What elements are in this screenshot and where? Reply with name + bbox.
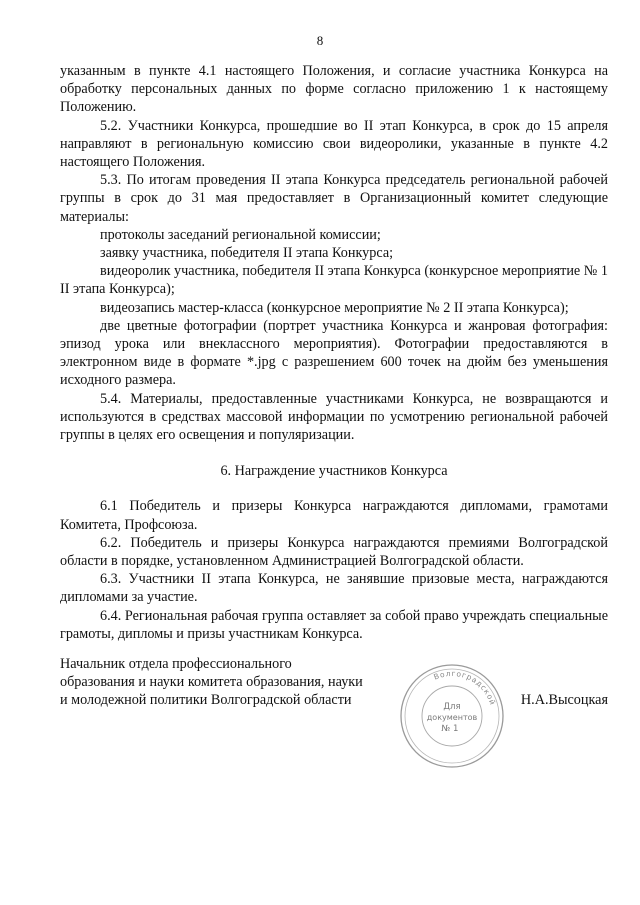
paragraph-5-1-continuation: указанным в пункте 4.1 настоящего Положения, и согласие участника Конкурса на обработку персональных данных по форме согласно приложению 1 к настоящему Положению.	[60, 63, 608, 116]
signatory-name: Н.А.Высоцкая	[520, 692, 608, 709]
signatory-position-line-2: образования и науки комитета образования, науки	[60, 674, 363, 691]
paragraph-6-4: 6.4. Региональная рабочая группа оставляет за собой право учреждать специальные грамоты, дипломы и призы участникам Конкурса.	[60, 607, 608, 642]
list-item-protocols: протоколы заседаний региональной комиссии;	[100, 226, 381, 243]
signatory-position-line-3: и молодежной политики Волгоградской области	[60, 692, 352, 709]
official-stamp	[398, 662, 506, 770]
paragraph-6-2: 6.2. Победитель и призеры Конкурса награждаются премиями Волгоградской области в порядке, установленном Администрацией Волгоградской области.	[60, 534, 608, 570]
paragraph-5-4: 5.4. Материалы, предоставленные участниками Конкурса, не возвращаются и используются в средствах массовой информации по усмотрению региональной рабочей группы в целях его освещения и популяризации.	[60, 390, 608, 444]
stamp-ring-text: Волгоградской	[432, 668, 498, 707]
signatory-position-line-1: Начальник отдела профессионального	[60, 656, 292, 672]
list-item-video: видеоролик участника, победителя II этапа Конкурса (конкурсное мероприятие № 1 II этапа Конкурса);	[60, 263, 608, 298]
document-body	[60, 62, 608, 643]
list-item-masterclass-video: видеозапись мастер-класса (конкурсное мероприятие № 2 II этапа Конкурса);	[100, 299, 569, 316]
paragraph-5-3: 5.3. По итогам проведения II этапа Конкурса председатель региональной рабочей группы в срок до 31 мая предоставляет в Организационный комитет следующие материалы:	[60, 172, 608, 225]
paragraph-6-1: 6.1 Победитель и призеры Конкурса награждаются дипломами, грамотами Комитета, Профсоюза.	[60, 498, 608, 533]
list-item-photos: две цветные фотографии (портрет участника Конкурса и жанровая фотография: эпизод урока или внеклассного мероприятия). Фотографии предоставляются в электронном виде в формате *.jpg с разрешением 600 точек на дюйм без уменьшения исходного размера.	[60, 317, 608, 389]
paragraph-5-2: 5.2. Участники Конкурса, прошедшие во II этап Конкурса, в срок до 15 апреля направляют в региональную комиссию свои видеоролики, указанные в пункте 4.2 настоящего Положения.	[60, 117, 608, 171]
paragraph-6-3: 6.3. Участники II этапа Конкурса, не занявшие призовые места, награждаются дипломами за участие.	[60, 571, 608, 606]
stamp-center-line-3: № 1	[441, 724, 459, 734]
section-heading: 6. Награждение участников Конкурса	[220, 463, 448, 480]
stamp-center-line-2: документов	[426, 713, 478, 722]
page-number: 8	[316, 33, 324, 48]
stamp-center-line-1: Для	[443, 702, 461, 712]
list-item-application: заявку участника, победителя II этапа Конкурса;	[100, 245, 394, 262]
signature-block	[60, 655, 608, 710]
